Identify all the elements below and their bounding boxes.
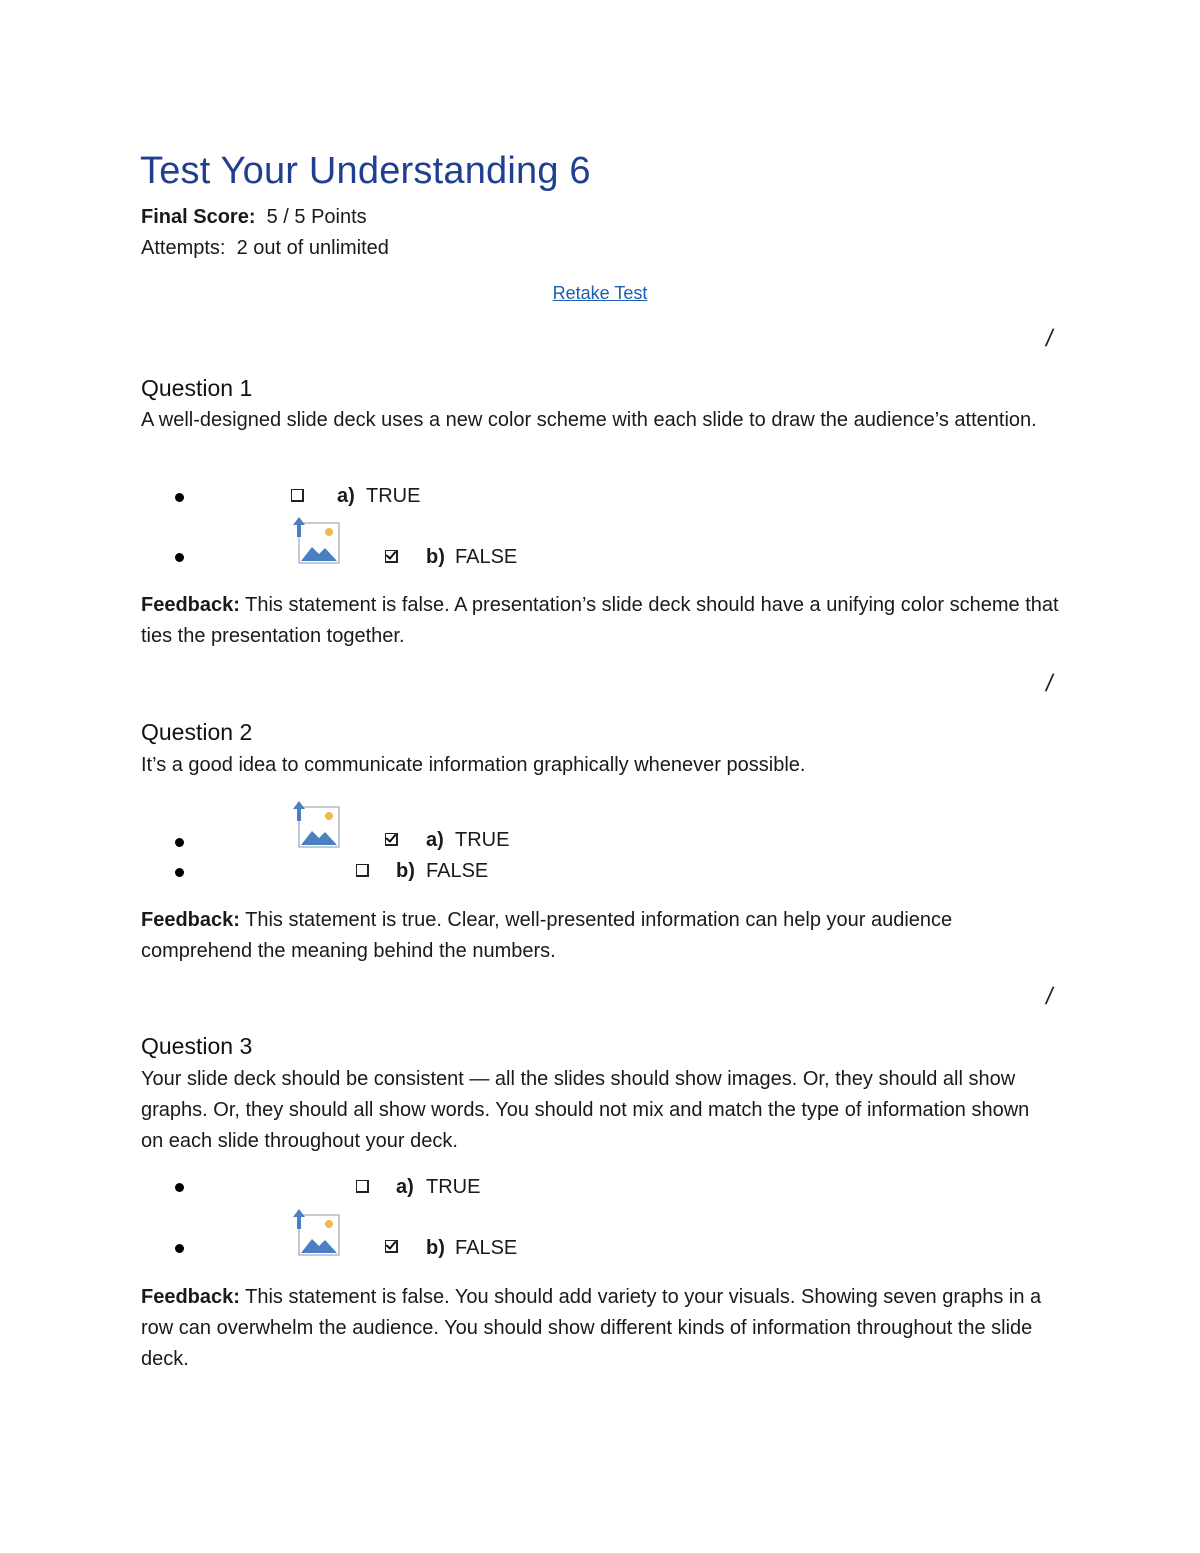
feedback — [141, 905, 1061, 967]
question-text: A well-designed slide deck uses a new color scheme with each slide to draw the audience’s attention. — [141, 409, 1037, 431]
feedback-text: This statement is false. You should add variety to your visuals. Showing seven graphs in a row can overwhelm the audience. You should show different kinds of information throughout the slide deck. — [141, 1286, 1042, 1370]
final-score — [141, 206, 367, 229]
bullet — [175, 868, 184, 877]
option-letter: a) — [396, 1176, 414, 1198]
image-placeholder-icon — [290, 517, 342, 565]
option-letter: b) — [396, 860, 415, 882]
question-marker: / — [1043, 670, 1056, 697]
attempts — [141, 237, 389, 260]
bullet — [175, 1244, 184, 1253]
option-label: FALSE — [426, 860, 489, 882]
option-label: TRUE — [426, 1176, 481, 1198]
bullet — [175, 838, 184, 847]
option-letter: a) — [337, 485, 355, 507]
attempts-value: 2 out of unlimited — [236, 237, 389, 259]
image-placeholder-icon — [290, 801, 342, 849]
feedback-text: This statement is false. A presentation’s slide deck should have a unifying color scheme that ties the presentation together. — [141, 594, 1059, 647]
bullet — [175, 1183, 184, 1192]
final-score-value: 5 / 5 Points — [266, 206, 367, 228]
option-label: FALSE — [455, 546, 518, 568]
question-title: Question 3 — [141, 1033, 253, 1059]
feedback — [141, 1282, 1061, 1375]
question-marker: / — [1043, 325, 1056, 352]
page-title: Test Your Understanding 6 — [140, 150, 591, 192]
feedback-label: Feedback: — [141, 909, 240, 931]
image-placeholder-icon — [290, 1209, 342, 1257]
option-checkbox[interactable] — [291, 489, 304, 502]
option-label: FALSE — [455, 1237, 518, 1259]
question-marker: / — [1043, 983, 1056, 1010]
feedback-label: Feedback: — [141, 594, 240, 616]
retake-test-link[interactable]: Retake Test — [552, 283, 648, 303]
question-title: Question 1 — [141, 375, 253, 401]
option-checkbox[interactable] — [385, 1240, 398, 1253]
question-title: Question 2 — [141, 719, 253, 745]
option-letter: a) — [426, 829, 444, 851]
feedback-label: Feedback: — [141, 1286, 240, 1308]
bullet — [175, 553, 184, 562]
final-score-label: Final Score: — [141, 206, 256, 228]
option-checkbox[interactable] — [385, 833, 398, 846]
attempts-label: Attempts: — [141, 237, 226, 259]
option-letter: b) — [426, 1237, 445, 1259]
question-text: It’s a good idea to communicate information graphically whenever possible. — [141, 754, 806, 776]
feedback-text: This statement is true. Clear, well-presented information can help your audience comprehend the meaning behind the numbers. — [141, 909, 953, 962]
option-label: TRUE — [366, 485, 421, 507]
bullet — [175, 493, 184, 502]
option-checkbox[interactable] — [356, 864, 369, 877]
option-checkbox[interactable] — [356, 1180, 369, 1193]
option-checkbox[interactable] — [385, 550, 398, 563]
option-label: TRUE — [455, 829, 510, 851]
option-letter: b) — [426, 546, 445, 568]
question-text: Your slide deck should be consistent — all the slides should show images. Or, they should all show graphs. Or, they should all show words. You should not mix and match the type of information shown on each slide throughout your deck. — [141, 1068, 1030, 1152]
feedback — [141, 590, 1061, 652]
